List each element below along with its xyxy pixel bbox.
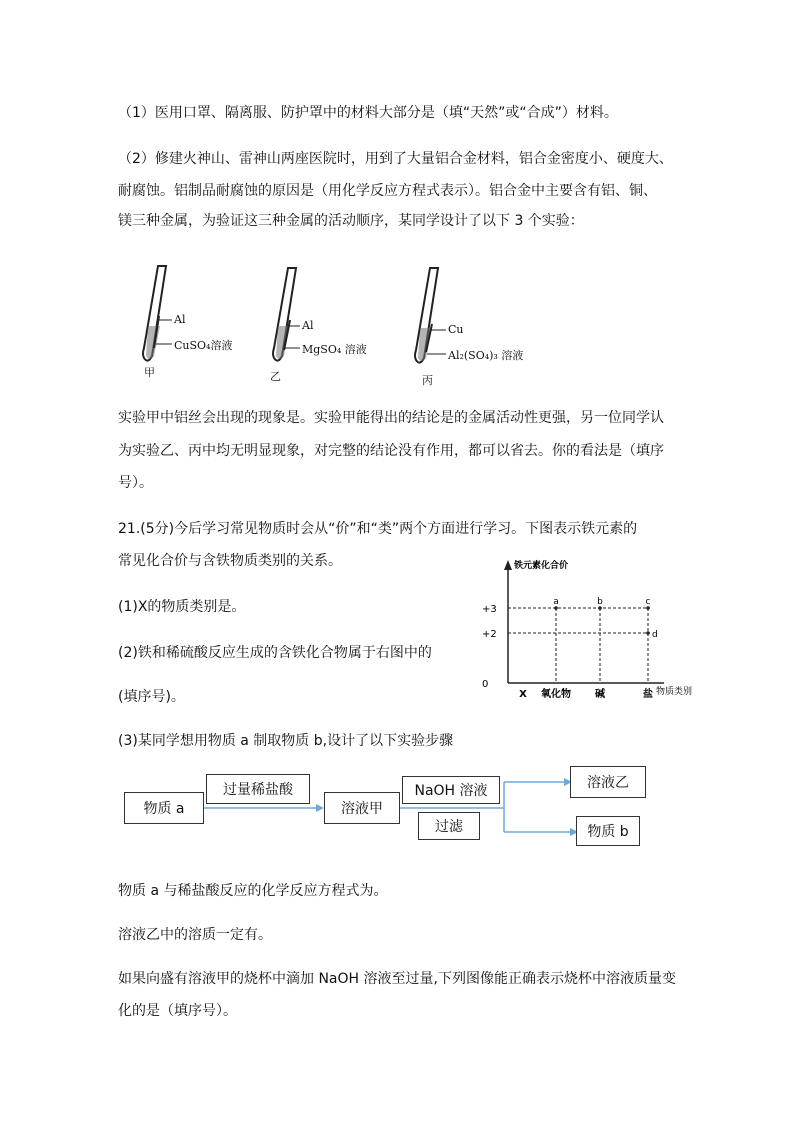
data-point-label: b bbox=[597, 597, 603, 607]
flow-out-bottom-box bbox=[576, 816, 640, 846]
after-flow-line-3: 如果向盛有溶液甲的烧杯中滴加 NaOH 溶液至过量,下列图像能正确表示烧杯中溶液质量变 bbox=[118, 971, 676, 987]
question-21-line-1: 21.(5分)今后学习常见物质时会从“价”和“类”两个方面进行学习。下图表示铁元素的 bbox=[118, 521, 638, 537]
flow-step2-bottom-box bbox=[418, 812, 480, 840]
flow-start-box bbox=[124, 792, 204, 824]
x-tick-label: 碱 bbox=[595, 689, 605, 700]
tube-1-wire-label: Al bbox=[174, 313, 186, 326]
x-tick-label: 氧化物 bbox=[541, 689, 571, 700]
experiment-line-1: 实验甲中铝丝会出现的现象是。实验甲能得出的结论是的金属活动性更强，另一位同学认 bbox=[118, 410, 664, 426]
flow-step2-top-box bbox=[402, 776, 500, 804]
valence-chart-svg bbox=[478, 558, 708, 704]
after-flow-line-2: 溶液乙中的溶质一定有。 bbox=[118, 927, 272, 943]
question-1: （1）医用口罩、隔离服、防护罩中的材料大部分是（填“天然”或“合成”）材料。 bbox=[118, 105, 618, 121]
tube-1-solution-label: CuSO₄溶液 bbox=[174, 339, 233, 352]
test-tube-1 bbox=[143, 266, 172, 361]
y-tick-label: +2 bbox=[482, 629, 497, 640]
test-tube-3 bbox=[415, 268, 446, 363]
data-point-d bbox=[646, 631, 650, 635]
x-tick-label: 盐 bbox=[643, 689, 653, 700]
question-2-line-2: 耐腐蚀。铝制品耐腐蚀的原因是（用化学反应方程式表示）。铝合金中主要含有铝、铜、 bbox=[118, 183, 657, 199]
test-tube-2 bbox=[273, 268, 300, 361]
flow-out-top-box bbox=[570, 766, 646, 798]
question-21-part-1: (1)X的物质类别是。 bbox=[118, 599, 246, 615]
after-flow-line-4: 化的是（填序号）。 bbox=[118, 1003, 237, 1019]
tube-1-tag: 甲 bbox=[144, 366, 155, 379]
test-tube-figure bbox=[140, 262, 560, 386]
test-tubes-drawing bbox=[140, 262, 560, 386]
flow-mid-label: 溶液甲 bbox=[341, 801, 383, 817]
data-point-label: a bbox=[553, 597, 559, 607]
tube-2-tag: 乙 bbox=[270, 370, 281, 383]
tube-2-solution-label: MgSO₄ 溶液 bbox=[302, 343, 367, 356]
flow-step1-label: 过量稀盐酸 bbox=[223, 782, 293, 798]
x-axis-label: 物质类别 bbox=[656, 687, 693, 697]
y-tick-label: +3 bbox=[482, 604, 497, 615]
question-2-line-3: 镁三种金属，为验证这三种金属的活动顺序，某同学设计了以下 3 个实验： bbox=[118, 213, 584, 229]
valence-chart bbox=[478, 558, 708, 704]
x-tick-label: X bbox=[519, 689, 527, 700]
question-2-line-1: （2）修建火神山、雷神山两座医院时，用到了大量铝合金材料，铝合金密度小、硬度大、 bbox=[118, 151, 673, 167]
question-21-part-3: (3)某同学想用物质 a 制取物质 b,设计了以下实验步骤 bbox=[118, 733, 454, 749]
question-21-part-2a: (2)铁和稀硫酸反应生成的含铁化合物属于右图中的 bbox=[118, 645, 432, 661]
flow-start-label: 物质 a bbox=[143, 801, 185, 817]
y-axis-arrow bbox=[504, 560, 512, 570]
tube-3-solution-label: Al₂(SO₄)₃ 溶液 bbox=[448, 349, 524, 362]
tube-3-tag: 丙 bbox=[422, 374, 433, 387]
flow-step2-bottom-label: 过滤 bbox=[435, 819, 463, 835]
question-21-part-2b: (填序号)。 bbox=[118, 689, 185, 705]
flow-step1-box bbox=[206, 774, 310, 804]
flow-diagram bbox=[124, 766, 654, 850]
flow-out-bottom-label: 物质 b bbox=[587, 824, 629, 840]
y-axis-label: 铁元素化合价 bbox=[514, 561, 569, 571]
experiment-line-2: 为实验乙、丙中均无明显现象，对完整的结论没有作用，都可以省去。你的看法是（填序 bbox=[118, 443, 664, 459]
tube-3-wire-label: Cu bbox=[448, 323, 464, 336]
flow-mid-box bbox=[324, 792, 400, 824]
y-tick-label: 0 bbox=[482, 679, 489, 690]
flow-step2-top-label: NaOH 溶液 bbox=[414, 783, 488, 799]
after-flow-line-1: 物质 a 与稀盐酸反应的化学反应方程式为。 bbox=[118, 883, 388, 899]
question-21-line-2: 常见化合价与含铁物质类别的关系。 bbox=[118, 553, 342, 569]
data-point-label: c bbox=[645, 597, 651, 607]
experiment-line-3: 号）。 bbox=[118, 475, 153, 491]
data-point-label: d bbox=[652, 630, 658, 640]
tube-2-wire-label: Al bbox=[302, 319, 314, 332]
flow-out-top-label: 溶液乙 bbox=[587, 775, 629, 791]
